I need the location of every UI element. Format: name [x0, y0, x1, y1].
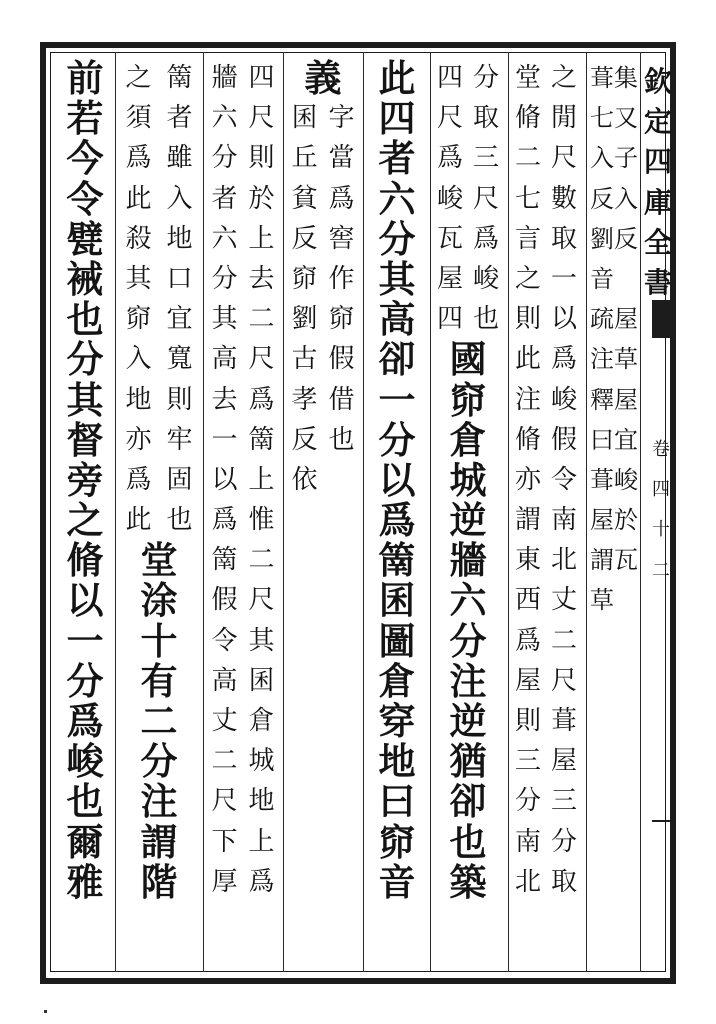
- glyph: 於: [248, 183, 275, 214]
- text-column-3: [432, 58, 504, 902]
- main-text: [118, 540, 200, 902]
- glyph: 取: [472, 103, 499, 134]
- glyph: 分: [449, 618, 487, 663]
- glyph: 倉: [248, 706, 275, 736]
- glyph: 高: [211, 344, 238, 375]
- glyph: 曰: [378, 779, 416, 824]
- glyph: 集: [614, 64, 638, 92]
- glyph: 雖: [166, 143, 193, 174]
- glyph: 則: [166, 384, 193, 415]
- glyph: 脩: [514, 103, 541, 134]
- glyph: 音: [378, 859, 416, 904]
- glyph: 卻: [449, 779, 487, 824]
- glyph: 分: [211, 263, 238, 294]
- glyph: 下: [211, 826, 238, 857]
- glyph: 若: [66, 96, 104, 141]
- commentary-right: [432, 58, 468, 339]
- glyph: 亦: [125, 424, 152, 455]
- glyph: 以: [211, 464, 238, 495]
- glyph: 四: [652, 479, 670, 501]
- glyph: 一: [211, 424, 238, 455]
- column-rule: [115, 52, 116, 972]
- glyph: 令: [550, 464, 577, 495]
- glyph: 二: [652, 559, 670, 581]
- glyph: 六: [211, 103, 238, 134]
- glyph: 去: [248, 263, 275, 294]
- glyph: 四: [378, 96, 416, 141]
- glyph: 注: [140, 779, 178, 824]
- glyph: 四: [436, 63, 463, 93]
- glyph: 宜: [166, 304, 193, 335]
- glyph: 六: [378, 176, 416, 221]
- glyph: 高: [211, 665, 238, 696]
- text-column-2: [510, 58, 582, 902]
- glyph: 分: [550, 826, 577, 857]
- glyph: 爲: [66, 699, 104, 743]
- glyph: 爲: [378, 498, 416, 543]
- glyph: 䈒: [211, 545, 238, 576]
- glyph: 葺: [590, 465, 614, 494]
- glyph: 窌: [328, 304, 355, 335]
- glyph: 䈒: [378, 538, 416, 583]
- glyph: 南: [550, 505, 577, 536]
- glyph: 去: [211, 384, 238, 415]
- glyph: 葺: [590, 64, 614, 92]
- glyph: 逆: [449, 699, 487, 743]
- glyph: 爲: [125, 464, 152, 495]
- glyph: 脩: [514, 424, 541, 455]
- text-column-1: [590, 58, 638, 621]
- glyph: 牆: [449, 538, 487, 583]
- glyph: 口: [166, 263, 193, 294]
- glyph: 地: [166, 223, 193, 254]
- glyph: 峻: [550, 384, 577, 415]
- glyph: 疏: [590, 305, 614, 334]
- glyph: 取: [550, 223, 577, 254]
- glyph: 二: [140, 699, 178, 743]
- glyph: 釋: [590, 385, 614, 414]
- glyph: 分: [472, 63, 499, 93]
- glyph: 入: [590, 144, 614, 173]
- glyph: 入: [125, 344, 152, 375]
- glyph: 也: [66, 779, 104, 824]
- glyph: 二: [514, 143, 541, 174]
- glyph: 尺: [248, 585, 275, 616]
- glyph: 者: [166, 103, 193, 134]
- glyph: 瓦: [436, 223, 463, 254]
- glyph: 尺: [211, 786, 238, 817]
- glyph: 爲: [436, 143, 463, 174]
- glyph: 上: [248, 826, 275, 857]
- glyph: 峻: [436, 183, 463, 214]
- glyph: 囷: [291, 103, 318, 134]
- glyph: 今: [66, 136, 104, 181]
- glyph: 督: [66, 417, 104, 462]
- glyph: 爲: [472, 223, 499, 254]
- glyph: 其: [211, 304, 238, 335]
- glyph: 牢: [166, 424, 193, 455]
- glyph: 謂: [590, 546, 614, 575]
- glyph: 取: [550, 866, 577, 897]
- glyph: 之: [514, 263, 541, 294]
- glyph: 䈒: [166, 63, 193, 93]
- glyph: 於: [614, 506, 638, 535]
- glyph: 尺: [248, 344, 275, 375]
- glyph: 尺: [550, 143, 577, 174]
- commentary-left: [546, 58, 582, 902]
- commentary-left: [243, 58, 280, 902]
- glyph: 假: [550, 424, 577, 455]
- glyph: 草: [590, 586, 614, 615]
- glyph: 也: [66, 297, 104, 342]
- glyph: 劉: [590, 224, 614, 253]
- glyph: 屋: [614, 385, 638, 414]
- glyph: 階: [140, 859, 178, 904]
- glyph: 亦: [514, 464, 541, 495]
- glyph: 草: [614, 345, 638, 374]
- glyph: 作: [328, 263, 355, 294]
- glyph: 屋: [550, 746, 577, 777]
- glyph: 劉: [291, 304, 318, 335]
- glyph: 旁: [66, 457, 104, 502]
- glyph: 三: [514, 746, 541, 777]
- glyph: 子: [614, 144, 638, 173]
- glyph: 假: [328, 344, 355, 375]
- text-column-6: [206, 58, 280, 902]
- glyph: 謂: [514, 505, 541, 536]
- glyph: 令: [211, 625, 238, 656]
- glyph: 分: [378, 216, 416, 261]
- glyph: 音: [590, 264, 614, 293]
- glyph: 逆: [449, 498, 487, 543]
- glyph: 厚: [211, 866, 238, 897]
- glyph: 反: [590, 184, 614, 213]
- glyph: 峻: [66, 739, 104, 784]
- glyph: 十: [140, 618, 178, 663]
- glyph: 反: [614, 224, 638, 253]
- glyph: 南: [514, 826, 541, 857]
- column-rule: [203, 52, 204, 972]
- glyph: 牆: [211, 63, 238, 93]
- glyph: 固: [166, 464, 193, 495]
- glyph: 爲: [328, 183, 355, 214]
- glyph: 爲: [211, 505, 238, 536]
- book-title: [640, 66, 676, 307]
- glyph: 西: [514, 585, 541, 616]
- glyph: 欽: [643, 65, 672, 98]
- glyph: 屋: [436, 263, 463, 294]
- glyph: 窌: [125, 304, 152, 335]
- column-rule: [430, 52, 431, 972]
- glyph: 涂: [140, 578, 178, 623]
- glyph: 猶: [449, 739, 487, 784]
- glyph: 宜: [614, 425, 638, 454]
- glyph: 注: [514, 384, 541, 415]
- glyph: 瓦: [614, 546, 638, 575]
- glyph: 之: [66, 498, 104, 543]
- glyph: 七: [590, 104, 614, 133]
- glyph: 六: [449, 578, 487, 623]
- glyph: 庫: [643, 185, 672, 219]
- glyph: 三: [550, 786, 577, 817]
- glyph: 窌: [291, 263, 318, 294]
- glyph: 倉: [449, 417, 487, 462]
- glyph: 全: [643, 225, 672, 259]
- glyph: 地: [125, 384, 152, 415]
- glyph: 借: [328, 384, 355, 415]
- glyph: 尺: [248, 103, 275, 134]
- glyph: 尺: [550, 665, 577, 696]
- main-text: [432, 339, 504, 902]
- ink-dot: [44, 1010, 47, 1013]
- glyph: 言: [514, 223, 541, 254]
- glyph: 此: [378, 56, 416, 100]
- glyph: 入: [166, 183, 193, 214]
- glyph: 書: [643, 265, 672, 299]
- glyph: 也: [328, 424, 355, 455]
- glyph: 則: [248, 143, 275, 174]
- glyph: 尺: [436, 103, 463, 134]
- glyph: 葺: [550, 706, 577, 736]
- glyph: 甓: [66, 216, 104, 261]
- glyph: 倉: [378, 658, 416, 703]
- glyph: 築: [449, 859, 487, 904]
- lower-mark: [652, 820, 676, 822]
- glyph: 城: [449, 457, 487, 502]
- glyph: 者: [378, 136, 416, 181]
- glyph: 尺: [472, 183, 499, 214]
- glyph: 地: [378, 739, 416, 784]
- glyph: 城: [248, 746, 275, 777]
- glyph: 孝: [291, 384, 318, 415]
- glyph: 其: [125, 263, 152, 294]
- glyph: 峻: [614, 465, 638, 494]
- glyph: 卷: [652, 439, 670, 460]
- glyph: 閒: [550, 103, 577, 134]
- glyph: 有: [140, 658, 178, 703]
- glyph: 注: [449, 658, 487, 703]
- glyph: 二: [550, 625, 577, 656]
- glyph: 穿: [378, 699, 416, 743]
- glyph: 高: [378, 297, 416, 342]
- glyph: 圖: [378, 618, 416, 663]
- glyph: 此: [514, 344, 541, 375]
- glyph: 古: [291, 344, 318, 375]
- glyph: 之: [550, 63, 577, 93]
- glyph: 反: [291, 424, 318, 455]
- glyph: 一: [378, 377, 416, 422]
- glyph: 殺: [125, 223, 152, 254]
- glyph: 曰: [590, 425, 614, 454]
- glyph: 上: [248, 223, 275, 254]
- glyph: 三: [472, 143, 499, 174]
- glyph: 爾: [66, 819, 104, 864]
- glyph: 四: [643, 145, 672, 179]
- glyph: 者: [211, 183, 238, 214]
- glyph: 一: [66, 618, 104, 663]
- glyph: 以: [66, 578, 104, 623]
- glyph: 謂: [140, 819, 178, 864]
- glyph: 北: [514, 866, 541, 897]
- glyph: 北: [550, 545, 577, 576]
- glyph: 堂: [140, 538, 178, 583]
- glyph: 爲: [125, 143, 152, 174]
- glyph: 國: [449, 337, 487, 382]
- glyph: 爲: [550, 344, 577, 375]
- main-text: [286, 58, 360, 98]
- glyph: 六: [211, 223, 238, 254]
- column-rule: [586, 52, 587, 972]
- main-text: [366, 58, 428, 902]
- glyph: 屋: [614, 305, 638, 334]
- glyph: 十: [652, 519, 670, 541]
- glyph: 令: [66, 176, 104, 221]
- column-rule: [508, 52, 509, 972]
- glyph: 屋: [514, 665, 541, 696]
- commentary-right: [590, 299, 614, 621]
- glyph: 此: [125, 505, 152, 536]
- glyph: 丘: [291, 143, 318, 174]
- commentary-right: [510, 58, 546, 902]
- glyph: 脩: [66, 538, 104, 583]
- glyph: 其: [66, 377, 104, 422]
- commentary-right: [118, 58, 159, 540]
- glyph: 窌: [449, 377, 487, 422]
- main-text: [56, 58, 114, 902]
- glyph: 分: [211, 143, 238, 174]
- glyph: 定: [643, 105, 672, 139]
- commentary-left: [614, 299, 638, 621]
- glyph: 反: [291, 223, 318, 254]
- glyph: 入: [614, 184, 638, 213]
- glyph: 寬: [166, 344, 193, 375]
- glyph: 以: [550, 304, 577, 335]
- glyph: 二: [248, 304, 275, 335]
- commentary-left: [468, 58, 504, 339]
- column-rule: [363, 52, 364, 972]
- glyph: 爲: [514, 625, 541, 656]
- glyph: 分: [378, 417, 416, 462]
- glyph: 分: [514, 786, 541, 817]
- glyph: 義: [304, 56, 342, 100]
- volume-number: [646, 440, 676, 601]
- glyph: 也: [472, 304, 499, 335]
- glyph: 分: [140, 739, 178, 784]
- glyph: 前: [66, 56, 104, 100]
- glyph: 窌: [378, 819, 416, 864]
- glyph: 之: [125, 63, 152, 93]
- commentary-left: [323, 98, 360, 500]
- glyph: 須: [125, 103, 152, 134]
- text-column-7: [118, 58, 200, 902]
- glyph: 則: [514, 304, 541, 335]
- glyph: 爲: [248, 866, 275, 897]
- glyph: 二: [248, 545, 275, 576]
- glyph: 東: [514, 545, 541, 576]
- glyph: 注: [590, 345, 614, 374]
- glyph: 以: [378, 457, 416, 502]
- glyph: 依: [291, 464, 318, 495]
- glyph: 地: [248, 786, 275, 817]
- glyph: 其: [248, 625, 275, 656]
- glyph: 分: [66, 658, 104, 703]
- glyph: 峻: [472, 263, 499, 294]
- glyph: 一: [550, 263, 577, 294]
- commentary-left: [159, 58, 200, 540]
- glyph: 惟: [248, 505, 275, 536]
- glyph: 當: [328, 143, 355, 174]
- glyph: 四: [248, 63, 275, 93]
- glyph: 上: [248, 464, 275, 495]
- glyph: 裓: [66, 256, 104, 301]
- commentary-right: [286, 98, 323, 500]
- annotation-right: [590, 58, 614, 299]
- glyph: 也: [166, 505, 193, 536]
- glyph: 屋: [590, 506, 614, 535]
- glyph: 四: [436, 304, 463, 335]
- glyph: 數: [550, 183, 577, 214]
- glyph: 也: [449, 819, 487, 864]
- text-column-5: [286, 58, 360, 500]
- glyph: 分: [66, 337, 104, 382]
- glyph: 丈: [550, 585, 577, 616]
- text-column-8: [56, 58, 114, 902]
- fish-tail-mark: [652, 300, 676, 338]
- glyph: 窖: [328, 223, 355, 254]
- glyph: 字: [328, 103, 355, 134]
- annotation-left: [614, 58, 638, 299]
- glyph: 卻: [378, 337, 416, 382]
- commentary-right: [206, 58, 243, 902]
- column-rule: [283, 52, 284, 972]
- glyph: 囷: [378, 578, 416, 623]
- glyph: 又: [614, 104, 638, 133]
- glyph: 此: [125, 183, 152, 214]
- glyph: 堂: [514, 63, 541, 93]
- glyph: 雅: [66, 859, 104, 904]
- glyph: 則: [514, 706, 541, 736]
- glyph: 囷: [248, 665, 275, 696]
- glyph: 丈: [211, 706, 238, 736]
- glyph: 七: [514, 183, 541, 214]
- glyph: 二: [211, 746, 238, 777]
- glyph: 假: [211, 585, 238, 616]
- glyph: 䈒: [248, 424, 275, 455]
- glyph: 貧: [291, 183, 318, 214]
- glyph: 其: [378, 256, 416, 301]
- text-column-4: [366, 58, 428, 902]
- glyph: 爲: [248, 384, 275, 415]
